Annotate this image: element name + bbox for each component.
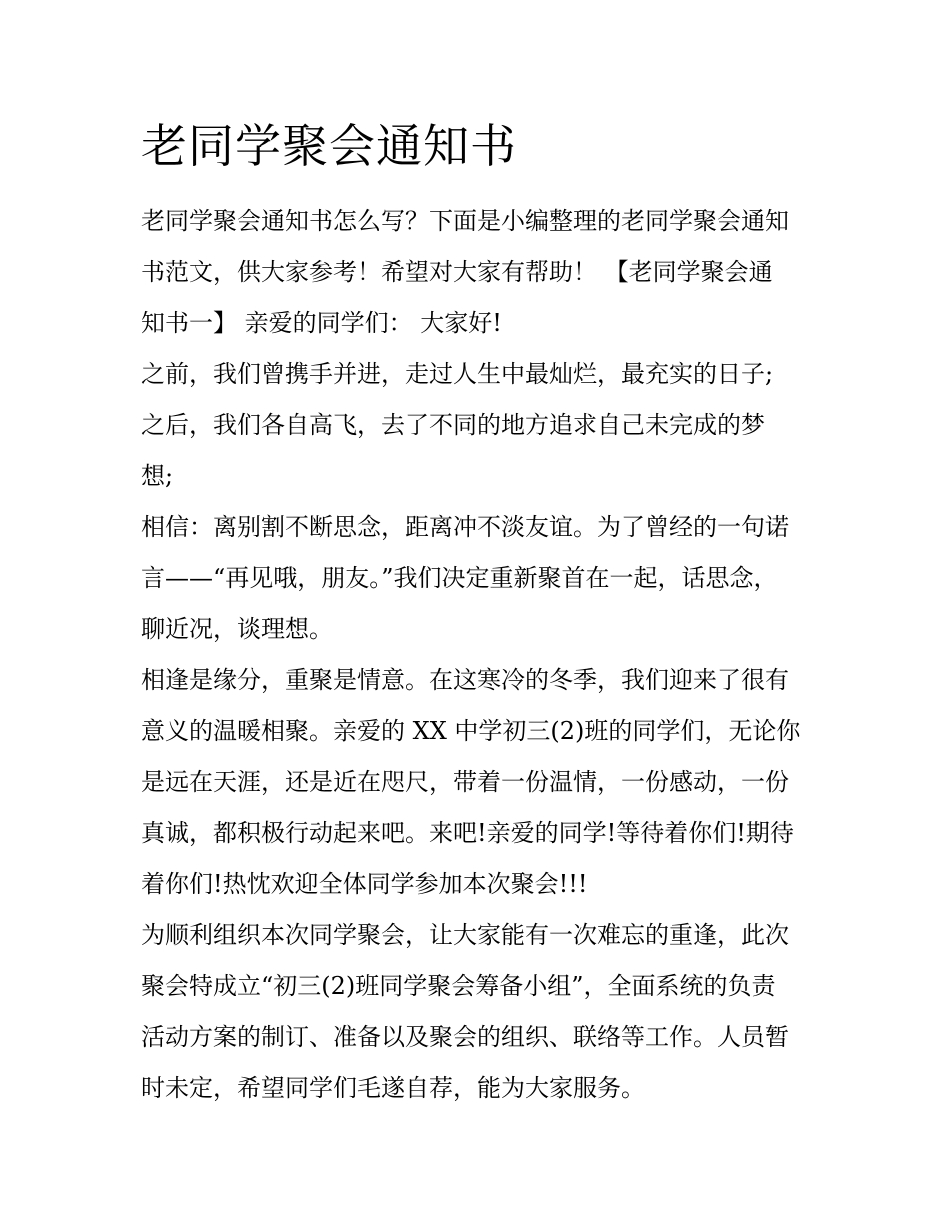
text-line: 真诚，都积极行动起来吧。来吧!亲爱的同学!等待着你们!期待 [141,819,794,847]
text-line: 是远在天涯，还是近在咫尺，带着一份温情，一份感动，一份 [141,768,789,796]
text-line: 知书一】 亲爱的同学们： 大家好! [141,309,502,337]
text-line: 聚会特成立“初三(2)班同学聚会筹备小组”，全面系统的负责 [141,972,776,1000]
text-line: 聊近况，谈理想。 [141,615,333,643]
document-body [141,196,821,1114]
text-line: 言——“再见哦，朋友。”我们决定重新聚首在一起，话思念， [141,564,778,592]
text-line: 为顺利组织本次同学聚会，让大家能有一次难忘的重逢，此次 [141,921,789,949]
text-line: 相逢是缘分，重聚是情意。在这寒冷的冬季，我们迎来了很有 [141,666,789,694]
text-line: 老同学聚会通知书怎么写？下面是小编整理的老同学聚会通知 [141,207,789,235]
text-line: 相信：离别割不断思念，距离冲不淡友谊。为了曾经的一句诺 [141,513,789,541]
text-line: 之前，我们曾携手并进，走过人生中最灿烂，最充实的日子; [141,360,774,388]
text-line: 活动方案的制订、准备以及聚会的组织、联络等工作。人员暂 [141,1023,789,1051]
text-line: 着你们!热忱欢迎全体同学参加本次聚会!!! [141,870,588,898]
text-line: 之后，我们各自高飞，去了不同的地方追求自己未完成的梦 [141,411,765,439]
text-line: 时未定，希望同学们毛遂自荐，能为大家服务。 [141,1074,645,1102]
text-line: 想; [141,462,174,490]
text-line: 意义的温暖相聚。亲爱的 XX 中学初三(2)班的同学们，无论你 [141,717,801,745]
text-line: 书范文，供大家参考！希望对大家有帮助！ 【老同学聚会通 [141,258,773,286]
document-title: 老同学聚会通知书 [141,119,517,173]
